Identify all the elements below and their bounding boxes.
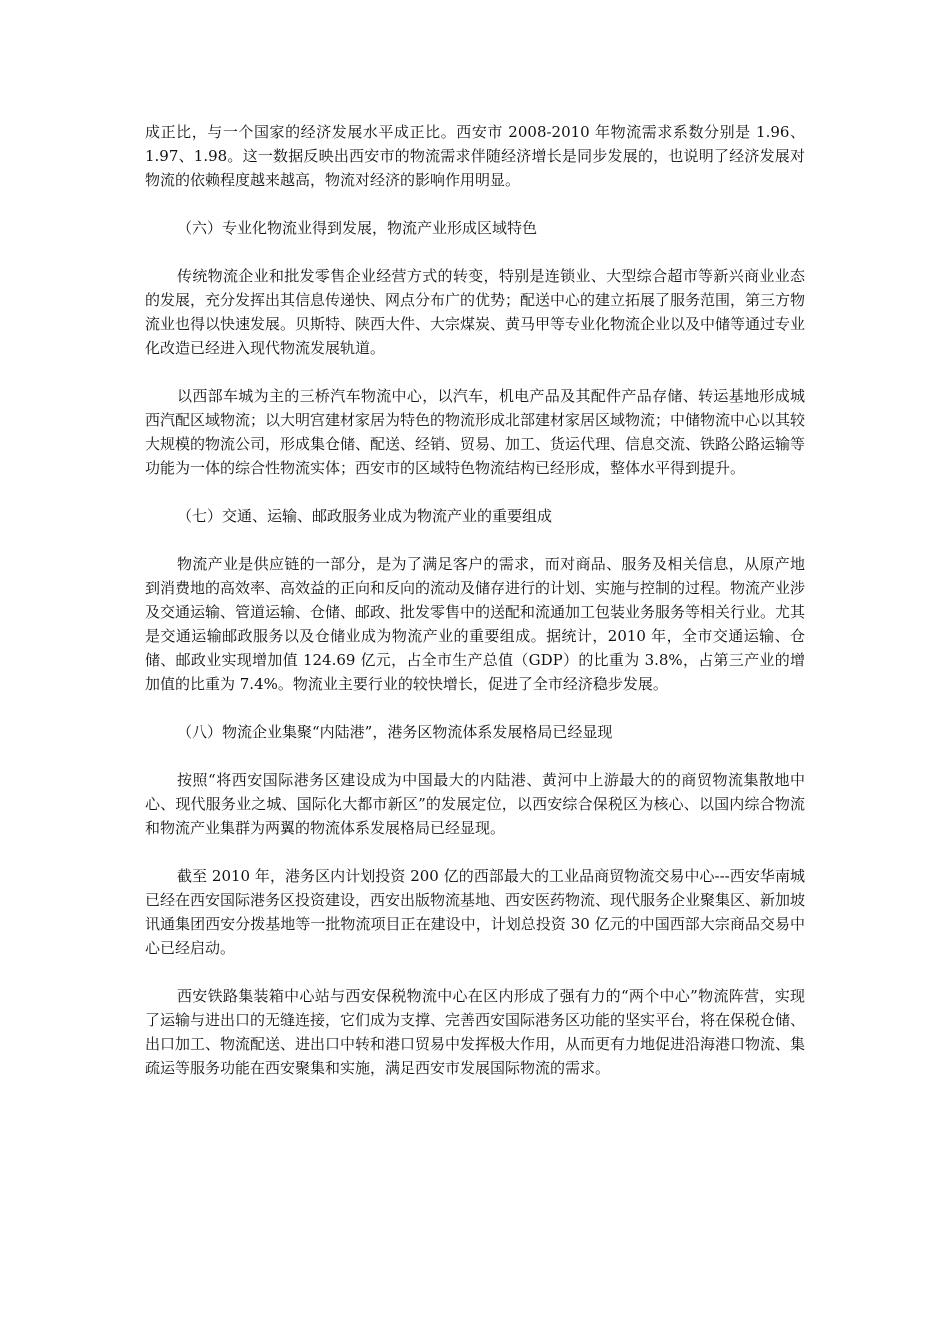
paragraph: 传统物流企业和批发零售企业经营方式的转变，特别是连锁业、大型综合超市等新兴商业业态的发展，充分发挥出其信息传递快、网点分布广的优势；配送中心的建立拓展了服务范围，第三方物流业也得以快速发展。贝斯特、陕西大件、大宗煤炭、黄马甲等专业化物流企业以及中储等通过专业化改造已经进入现代物流发展轨道。 bbox=[145, 267, 806, 357]
section-heading-8: （八）物流企业集聚“内陆港”，港务区物流体系发展格局已经显现 bbox=[177, 723, 613, 741]
document-page bbox=[145, 120, 805, 1080]
paragraph: 物流产业是供应链的一部分，是为了满足客户的需求，而对商品、服务及相关信息，从原产地到消费地的高效率、高效益的正向和反向的流动及储存进行的计划、实施与控制的过程。物流产业涉及交通运输、管道运输、仓储、邮政、批发零售中的送配和流通加工包装业务服务等相关行业。尤其是交通运输邮政服务以及仓储业成为物流产业的重要组成。据统计，2010 年，全市交通运输、仓储、邮政业实现增加值 124.69 亿元，占全市生产总值（GDP）的比重为 3.8%，占第三产业的增加值的比重为 7.4%。物流业主要行业的较快增长，促进了全市经济稳步发展。 bbox=[145, 555, 806, 693]
paragraph: 以西部车城为主的三桥汽车物流中心，以汽车，机电产品及其配件产品存储、转运基地形成城西汽配区域物流；以大明宫建材家居为特色的物流形成北部建材家居区域物流；中储物流中心以其较大规模的物流公司，形成集仓储、配送、经销、贸易、加工、货运代理、信息交流、铁路公路运输等功能为一体的综合性物流实体；西安市的区域特色物流结构已经形成，整体水平得到提升。 bbox=[145, 387, 806, 477]
paragraph: 西安铁路集装箱中心站与西安保税物流中心在区内形成了强有力的“两个中心”物流阵营，实现了运输与进出口的无缝连接，它们成为支撑、完善西安国际港务区功能的坚实平台，将在保税仓储、出口加工、物流配送、进出口中转和港口贸易中发挥极大作用，从而更有力地促进沿海港口物流、集疏运等服务功能在西安聚集和实施，满足西安市发展国际物流的需求。 bbox=[145, 987, 806, 1077]
paragraph: 按照“将西安国际港务区建设成为中国最大的内陆港、黄河中上游最大的的商贸物流集散地中心、现代服务业之城、国际化大都市新区”的发展定位，以西安综合保税区为核心、以国内综合物流和物流产业集群为两翼的物流体系发展格局已经显现。 bbox=[145, 771, 805, 837]
section-heading-6: （六）专业化物流业得到发展，物流产业形成区域特色 bbox=[177, 219, 538, 237]
paragraph-continued: 成正比，与一个国家的经济发展水平成正比。西安市 2008-2010 年物流需求系数分别是 1.96、1.97、1.98。这一数据反映出西安市的物流需求伴随经济增长是同步发展的，也说明了经济发展对物流的依赖程度越来越高，物流对经济的影响作用明显。 bbox=[145, 123, 805, 189]
paragraph: 截至 2010 年，港务区内计划投资 200 亿的西部最大的工业品商贸物流交易中心---西安华南城已经在西安国际港务区投资建设，西安出版物流基地、西安医药物流、现代服务企业聚集区、新加坡讯通集团西安分拨基地等一批物流项目正在建设中，计划总投资 30 亿元的中国西部大宗商品交易中心已经启动。 bbox=[145, 867, 806, 957]
section-heading-7: （七）交通、运输、邮政服务业成为物流产业的重要组成 bbox=[177, 507, 553, 525]
